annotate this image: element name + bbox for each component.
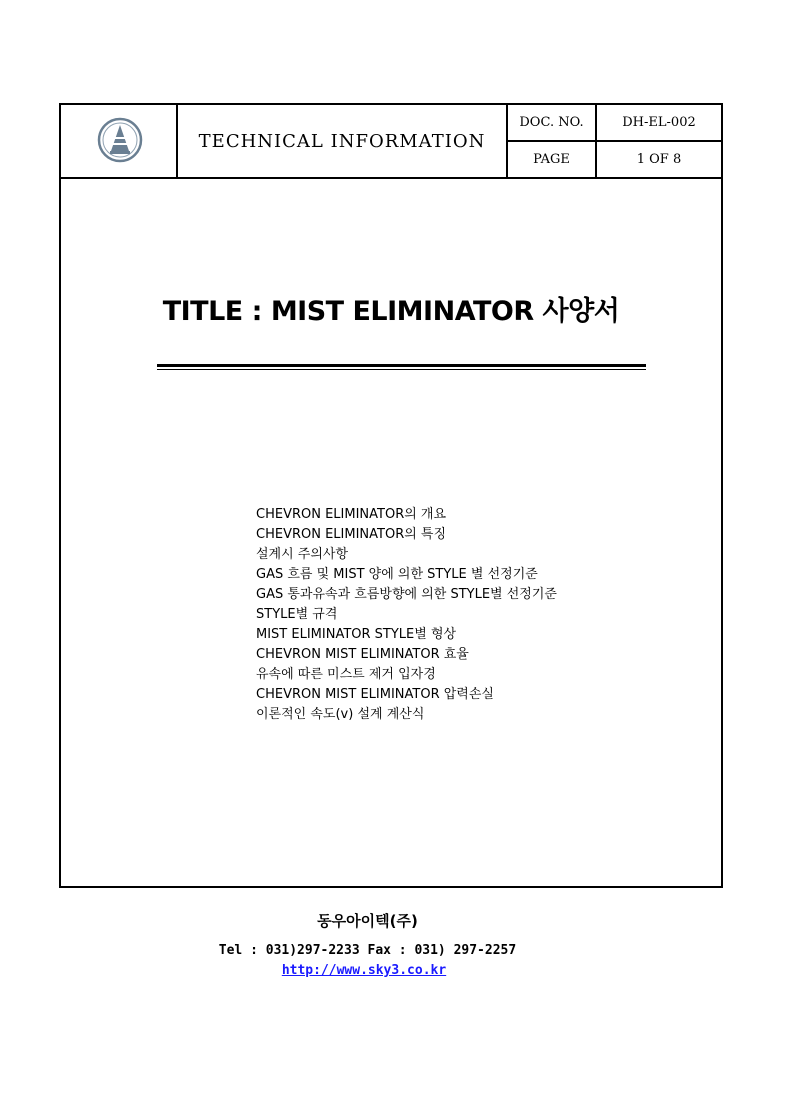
page-row	[508, 142, 721, 177]
title-underline-thin	[157, 369, 646, 370]
header-table	[61, 105, 721, 179]
company-name: 동우아이텍(주)	[317, 912, 418, 930]
list-item: CHEVRON ELIMINATOR의 특징	[256, 527, 447, 542]
list-item: 이론적인 속도(v) 설계 계산식	[256, 707, 425, 722]
list-item: GAS 흐름 및 MIST 양에 의한 STYLE 별 선정기준	[256, 567, 538, 582]
company-emblem-icon	[97, 117, 143, 163]
doc-no-label: DOC. NO.	[508, 105, 597, 140]
website-link[interactable]: http://www.sky3.co.kr	[281, 963, 447, 978]
table-of-contents	[256, 505, 557, 725]
document-frame	[59, 103, 723, 888]
list-item: CHEVRON MIST ELIMINATOR 압력손실	[256, 687, 494, 702]
list-item: CHEVRON ELIMINATOR의 개요	[256, 507, 447, 522]
header-title: TECHNICAL INFORMATION	[178, 105, 508, 177]
logo-cell	[61, 105, 178, 177]
list-item: CHEVRON MIST ELIMINATOR 효율	[256, 647, 469, 662]
page-label: PAGE	[508, 142, 597, 177]
list-item: MIST ELIMINATOR STYLE별 형상	[256, 627, 457, 642]
list-item: STYLE별 규격	[256, 607, 338, 622]
list-item: 유속에 따른 미스트 제거 입자경	[256, 667, 436, 682]
page-value: 1 OF 8	[636, 152, 682, 167]
list-item: GAS 통과유속과 흐름방향에 의한 STYLE별 선정기준	[256, 587, 557, 602]
doc-no-value: DH-EL-002	[622, 115, 696, 130]
doc-no-row	[508, 105, 721, 142]
document-title: TITLE : MIST ELIMINATOR 사양서	[162, 296, 620, 327]
contact-info: Tel : 031)297-2233 Fax : 031) 297-2257	[218, 943, 517, 958]
title-underline	[157, 364, 646, 367]
list-item: 설계시 주의사항	[256, 547, 349, 562]
